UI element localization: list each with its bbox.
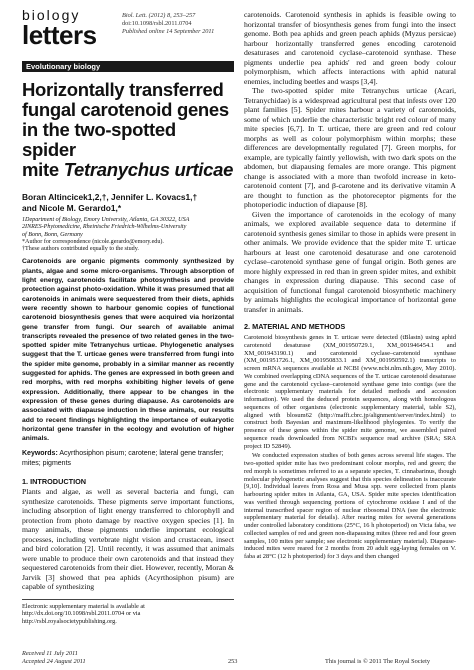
keywords [22,449,234,468]
author-list [22,192,234,214]
title-line-4 [22,160,234,180]
page-number: 253 [228,658,238,665]
supplementary-note: Electronic supplementary material is available at http://dx.doi.org/10.1098/rsbl.2011.0704 or via http://rsbl.royalsocietypublishing.org. [22,602,145,625]
article-title [22,80,234,180]
intro-continuation: carotenoids. Carotenoid synthesis in aphids is feasible owing to horizontal transfer of biosynthesis genes from fungi into the insect genome. Both pea aphids and green peach aphids (Myzus persicae) harbour horizontally transferred genes encoding carotenoid desaturases and carotenoid cyclase–carotenoid synthase. These pigments underlie pea aphids' red and green body colour polymorphism, which affects interactions with aphid natural enemies, including beetles and wasps [3,4]. [244,10,456,86]
citation-block [122,12,214,36]
methods-paragraph-1: Carotenoid biosynthesis genes in T. urticae were detected (tBlastn) using aphid carotenoid desaturase (XM_001950729.1, XM_001946454.1 and XM_001943190.1) and carotenoid cyclase–carotenoid synthase (XM_001951726.1, XM_001950833.1 and XM_001950592.1) transcripts to screen mRNA sequences available at NCBI (www.ncbi.nlm.nih.gov, May 2010). We combined overlapping cDNA sequences of the T. urticae carotenoid desaturase gene and the carotenoid cyclase–carotenoid synthase gene into contigs (see the electronic supplementary materials for detailed methods and accession information). We used the deduced protein sequences, along with homologous sequences of other organisms (electronic supplementary material, table S2), aligned with blosum62 (http://mafft.cbrc.jp/alignment/server/index.html) to construct both Bayesian and maximum-likelihood phylogenies. To verify the presence of these genes within the spider mite genome, we assembled paired sequence reads downloaded from NCBI's sequence read archive (SRA; SRA project ID 52849). [244,334,456,450]
citation-journal: Biol. Lett. (2012) 8, 253–257 [122,12,196,19]
affiliation-2: 2INRES-Phytomedicine, Rheinische Friedrich-Wilhelms-University [22,224,187,231]
keywords-label: Keywords: [22,450,58,458]
citation-doi: doi:10.1098/rsbl.2011.0704 [122,20,192,27]
authors-line-1: Boran Altincicek1,2,†, Jennifer L. Kovacs1,† [22,192,198,202]
intro-paragraph-2: The two-spotted spider mite Tetranychus urticae (Acari, Tetranychidae) is a widespread agricultural pest that infests over 120 plant families [5]. Spider mites harbour a variety of carotenoids, some of which underlie the characteristic bright red colour of many mite species [6,7]. In T. urticae, there are green and red colour morphs as well as colour polymorphism within morphs; these differences are developmentally regulated [7]. Green morphs, for example, are typically faintly yellowish, with two dark spots on the abdomen, but diapausing females are more orange. This pigment change is associated with a more than twofold increase in keto-carotenoid content [7], and β-carotene and its derivative vitamin A are thought to function as the photoreceptor pigments for the photoperiodic induction of diapause [8]. [244,86,456,209]
masthead-biology: biology [22,7,81,23]
methods-paragraph-2: We conducted expression studies of both genes across several life stages. The two-spotted spider mite has two predominant colour morphs, red and green; the red morph is sometimes referred to as a separate species, T. cinnabarinus, though molecular phylogenetic analyses suggest that this species delineation is inaccurate [9,10]. Individual leaves from Rosa and Musa spp. were collected from plants harbouring spider mites in Atlanta, GA, USA. Spider mite species identification was verified through sequencing portions of cytochrome oxidase I and of the internal transcribed spacer region of nuclear ribosomal DNA (see the electronic supplementary material for details). After rearing mites for several generations under controlled laboratory conditions (25°C, 16 h photoperiod) on Vicia faba, we collected samples of red and green non-diapausing mites (three red and four green samples, 100 mites per sample; see electronic supplementary material). Diapause-induced mites were reared for 2 months from 20 adult egg-laying females on V. faba at 28°C (12 h photoperiod) for 3 days and then changed [244,452,456,560]
journal-masthead [22,8,116,60]
title-line-1: Horizontally transferred [22,79,224,100]
keywords-text: Acyrthosiphon pisum; carotene; lateral gene transfer; mites; pigments [22,450,224,467]
affiliations [22,217,234,253]
footnote-rule [22,599,234,600]
intro-paragraph-3: Given the importance of carotenoids in the ecology of many animals, we explored available sequence data to determine if carotenoid synthesis genes similar to those in aphids were present in other animals. We provide evidence that the spider mite T. urticae harbours at least one carotenoid desaturase and one carotenoid cyclase–carotenoid synthase gene of fungal origin. Both genes are more highly expressed in red than in green spider mites, and exhibit changes in expression during diapause. This second case of acquisition of functional fungal carotenoid biosynthetic machinery by animals highlights the ecological importance of horizontal gene transfer in animals. [244,209,456,314]
abstract: Carotenoids are organic pigments commonly synthesized by plants, algae and some micro-organisms. Through absorption of light energy, carotenoids facilitate photosynthesis and provide protection against photo-oxidation. While it was presumed that all carotenoids in animals were sequestered from their diets, aphids were recently shown to harbour genomic copies of functional carotenoid biosynthesis genes that were acquired via horizontal gene transfer from fungi. Our search of available animal transcripts revealed the presence of two related genes in the two-spotted spider mite Tetranychus urticae. Phylogenetic analyses suggest that the T. urticae genes were transferred from fungi into the spider mite genome, probably in a similar manner as recently suggested for aphids. The genes are expressed in both green and red morphs, with red morphs exhibiting higher levels of gene expression. Additionally, there appear to be changes in the expression of these genes during diapause. As carotenoids are associated with diapause induction in these animals, our results add to recent findings highlighting the importance of eukaryotic horizontal gene transfer in the ecology and evolution of higher animals. [22,258,234,443]
footer-dates [22,650,86,665]
footer-accepted: Accepted 24 August 2011 [22,657,86,665]
affiliation-1: 1Department of Biology, Emory University, Atlanta, GA 30322, USA [22,217,190,223]
correspondence-note: *Author for correspondence (nicole.gerardo@emory.edu). [22,238,164,245]
footer-received: Received 11 July 2011 [22,650,78,657]
title-line-2: fungal carotenoid genes [22,99,229,120]
right-column [244,10,456,561]
title-species-name: Tetranychus urticae [63,159,234,180]
intro-heading: 1. INTRODUCTION [22,477,87,487]
methods-heading: 2. MATERIAL AND METHODS [244,322,346,331]
left-column [22,80,234,625]
affiliation-2-cont: of Bonn, Bonn, Germany [22,231,83,238]
citation-published: Published online 14 September 2011 [122,28,215,35]
equal-contribution-note: †These authors contributed equally to the study. [22,246,139,253]
title-line-4-prefix: mite [22,159,64,180]
category-band: Evolutionary biology [22,61,234,72]
title-line-3: in the two-spotted spider [22,119,176,160]
authors-line-2: and Nicole M. Gerardo1,* [22,203,122,213]
intro-text: Plants and algae, as well as several bacteria and fungi, can synthesize carotenoids. These pigments serve important functions, including absorption of light energy transferred to chlorophyll and protection from photo damage by reactive oxygen species [1]. In many animals, these pigments underlie important ecological processes, including vertebrate night vision and crustacean, insect and bird coloration [2]. Until recently, it was assumed that animals were unable to produce their own carotenoids and that instead they sequestered carotenoids from their diet. However, recently, Moran & Jarvik [3] showed that pea aphids (Acyrthosiphon pisum) are capable of synthesizing [22,487,234,592]
masthead-letters: letters [22,20,97,50]
copyright-line: This journal is © 2011 The Royal Society [325,658,430,665]
